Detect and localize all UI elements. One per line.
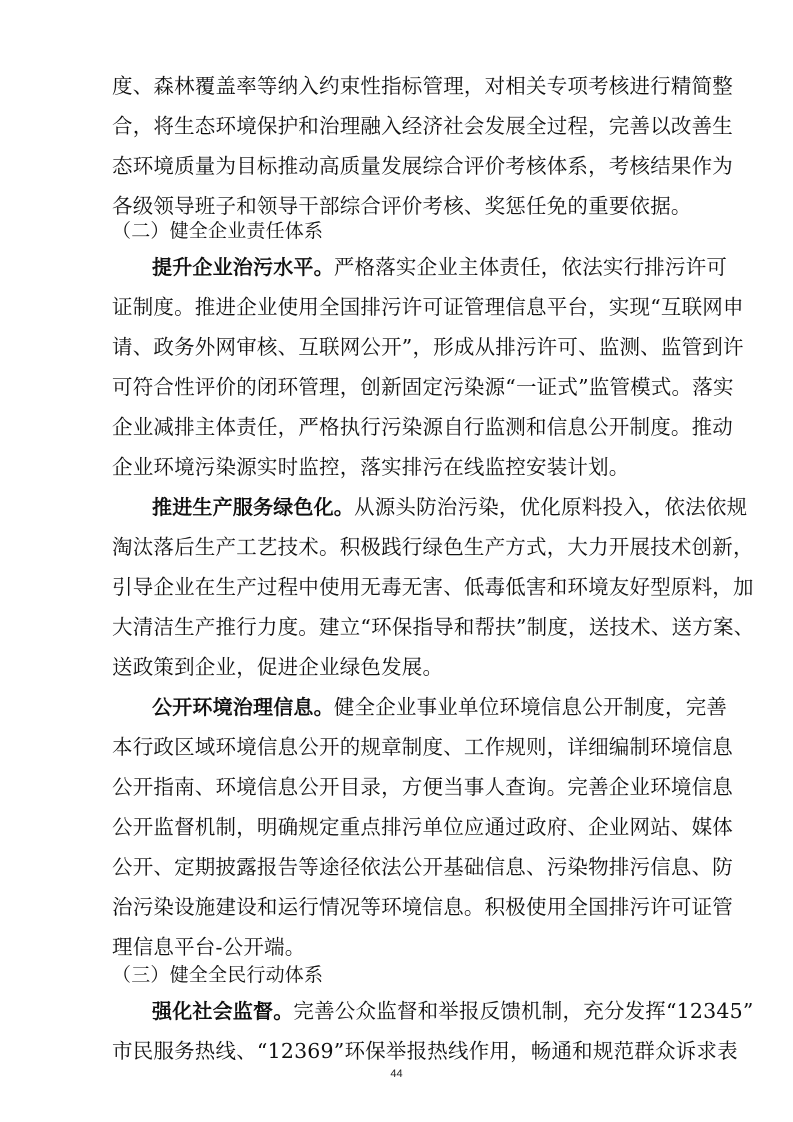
text-line: 淘汰落后生产工艺技术。积极践行绿色生产方式，大力开展技术创新，: [112, 535, 754, 559]
paragraph-lead-text: 严格落实企业主体责任，依法实行排污许可: [333, 255, 728, 279]
text-line: 大清洁生产推行力度。建立“环保指导和帮扶”制度，送技术、送方案、: [112, 615, 755, 639]
text-line: 本行政区域环境信息公开的规章制度、工作规则，详细编制环境信息: [112, 735, 733, 759]
paragraph-first-line: [152, 991, 754, 1031]
text-line: 公开、定期披露报告等途径依法公开基础信息、污染物排污信息、防: [112, 855, 733, 879]
text-line: 治污染设施建设和运行情况等环境信息。积极使用全国排污许可证管: [112, 895, 733, 919]
paragraph-lead-heading: 强化社会监督。: [152, 999, 294, 1023]
text-line: 态环境质量为目标推动高质量发展综合评价考核体系，考核结果作为: [112, 154, 733, 178]
text-line: 各级领导班子和领导干部综合评价考核、奖惩任免的重要依据。: [112, 194, 692, 218]
paragraph-first-line: [152, 687, 728, 727]
text-line: 企业减排主体责任，严格执行污染源自行监测和信息公开制度。推动: [112, 415, 733, 439]
text-line: 可符合性评价的闭环管理，创新固定污染源“一证式”监管模式。落实: [112, 375, 734, 399]
paragraph-first-line: [152, 487, 748, 527]
section-heading-3: （三）健全全民行动体系: [112, 964, 324, 986]
text-line: 理信息平台-公开端。: [112, 935, 306, 959]
text-line: 度、森林覆盖率等纳入约束性指标管理，对相关专项考核进行精简整: [112, 74, 733, 98]
paragraph-lead-text: 健全企业事业单位环境信息公开制度，完善: [333, 695, 728, 719]
paragraph-lead-text: 完善公众监督和举报反馈机制，充分发挥“12345”: [293, 999, 754, 1023]
paragraph-lead-heading: 公开环境治理信息。: [152, 695, 334, 719]
text-line: 合，将生态环境保护和治理融入经济社会发展全过程，完善以改善生: [112, 114, 733, 138]
text-line: 市民服务热线、“12369”环保举报热线作用，畅通和规范群众诉求表: [112, 1039, 738, 1063]
text-line: 公开监督机制，明确规定重点排污单位应通过政府、企业网站、媒体: [112, 815, 733, 839]
text-line: 请、政务外网审核、互联网公开”，形成从排污许可、监测、监管到许: [112, 335, 744, 359]
paragraph-first-line: [152, 247, 728, 287]
paragraph-lead-heading: 推进生产服务绿色化。: [152, 495, 354, 519]
text-line: 送政策到企业，促进企业绿色发展。: [112, 655, 444, 679]
paragraph-lead-text: 从源头防治污染，优化原料投入，依法依规: [354, 495, 748, 519]
section-heading-2: （二）健全企业责任体系: [112, 220, 324, 242]
page-number: 44: [390, 1068, 403, 1080]
text-line: 证制度。推进企业使用全国排污许可证管理信息平台，实现“互联网申: [112, 295, 744, 319]
paragraph-lead-heading: 提升企业治污水平。: [152, 255, 334, 279]
text-line: 引导企业在生产过程中使用无毒无害、低毒低害和环境友好型原料，加: [112, 575, 754, 599]
text-line: 企业环境污染源实时监控，落实排污在线监控安装计划。: [112, 455, 630, 479]
text-line: 公开指南、环境信息公开目录，方便当事人查询。完善企业环境信息: [112, 775, 733, 799]
